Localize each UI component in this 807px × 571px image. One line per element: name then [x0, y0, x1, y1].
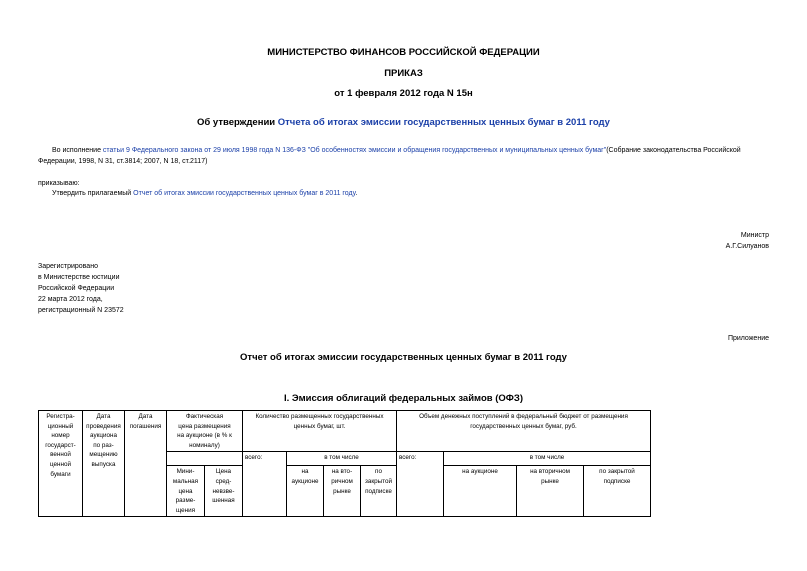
col-rev-closed: по закрытой подписке — [584, 466, 651, 517]
preamble-source-line2: Федерации, 1998, N 31, ст.3814; 2007, N 18, ст.2117) — [38, 158, 208, 165]
approved-report-link[interactable]: Отчет об итогах эмиссии государственных ценных бумаг в 2011 году — [133, 190, 356, 197]
col-placement-price: Фактическая цена размещения на аукционе (в % к номиналу) — [167, 411, 243, 452]
section-heading: I. Эмиссия облигаций федеральных займов (ОФЗ) — [283, 393, 524, 404]
registration-block — [38, 261, 124, 316]
approve-suffix: . — [355, 190, 358, 197]
preamble-source: (Собрание законодательства Российской — [606, 147, 741, 154]
registration-line5: регистрационный N 23572 — [38, 307, 124, 314]
col-qty-secondary: на вто- ричном рынке — [324, 466, 361, 517]
col-registration-number: Регистра- ционный номер государст- венной ценной бумаги — [39, 411, 83, 517]
col-price-weighted: Цена сред- невзве- шенная — [205, 466, 243, 517]
col-qty-auction: на аукционе — [287, 466, 324, 517]
col-rev-including: в том числе — [444, 452, 651, 466]
col-rev-total: всего: — [397, 452, 444, 517]
col-auction-date: Дата проведения аукциона по раз- мещению выпуска — [83, 411, 125, 517]
approve-paragraph — [52, 188, 357, 199]
document-date-number: от 1 февраля 2012 года N 15н — [334, 88, 473, 99]
document-type: ПРИКАЗ — [384, 68, 423, 79]
preamble-paragraph — [38, 145, 770, 167]
signature-position: Министр — [740, 232, 769, 239]
price-spacer — [167, 452, 243, 466]
col-budget-revenue: Объем денежных поступлений в федеральный бюджет от размещения государственных ценных бумаг, руб. — [397, 411, 651, 452]
col-rev-auction: на аукционе — [444, 466, 517, 517]
col-maturity-date: Дата погашения — [125, 411, 167, 517]
approve-prefix: Утвердить прилагаемый — [52, 190, 134, 197]
signature-name: А.Г.Силуанов — [725, 243, 769, 250]
order-word: приказываю: — [38, 180, 80, 187]
col-qty-total: всего: — [243, 452, 287, 517]
col-placed-quantity: Количество размещенных государственных ценных бумаг, шт. — [243, 411, 397, 452]
col-qty-including: в том числе — [287, 452, 397, 466]
appendix-label: Приложение — [727, 335, 769, 342]
ministry-heading: МИНИСТЕРСТВО ФИНАНСОВ РОССИЙСКОЙ ФЕДЕРАЦИИ — [267, 47, 540, 58]
registration-line3: Российской Федерации — [38, 285, 115, 292]
col-price-min: Мини- мальная цена разме- щения — [167, 466, 205, 517]
title-prefix: Об утверждении — [197, 117, 278, 128]
title-report-link[interactable]: Отчета об итогах эмиссии государственных ценных бумаг в 2011 году — [277, 117, 610, 128]
appendix-title: Отчет об итогах эмиссии государственных ценных бумаг в 2011 году — [240, 352, 567, 363]
registration-line2: в Министерстве юстиции — [38, 274, 120, 281]
registration-line1: Зарегистрировано — [38, 263, 98, 270]
law-article-link[interactable]: статьи 9 Федерального закона от 29 июля 1998 года N 136-ФЗ "Об особенностях эмиссии и обращения государственных и муниципальных ценных бумаг" — [102, 147, 607, 154]
col-rev-secondary: на вторичном рынке — [517, 466, 584, 517]
document-title — [0, 117, 807, 128]
preamble-prefix: Во исполнение — [52, 147, 103, 154]
col-qty-closed: по закрытой подписке — [361, 466, 397, 517]
ofz-emission-table — [38, 410, 651, 517]
signature-block — [726, 230, 769, 252]
registration-line4: 22 марта 2012 года, — [38, 296, 103, 303]
